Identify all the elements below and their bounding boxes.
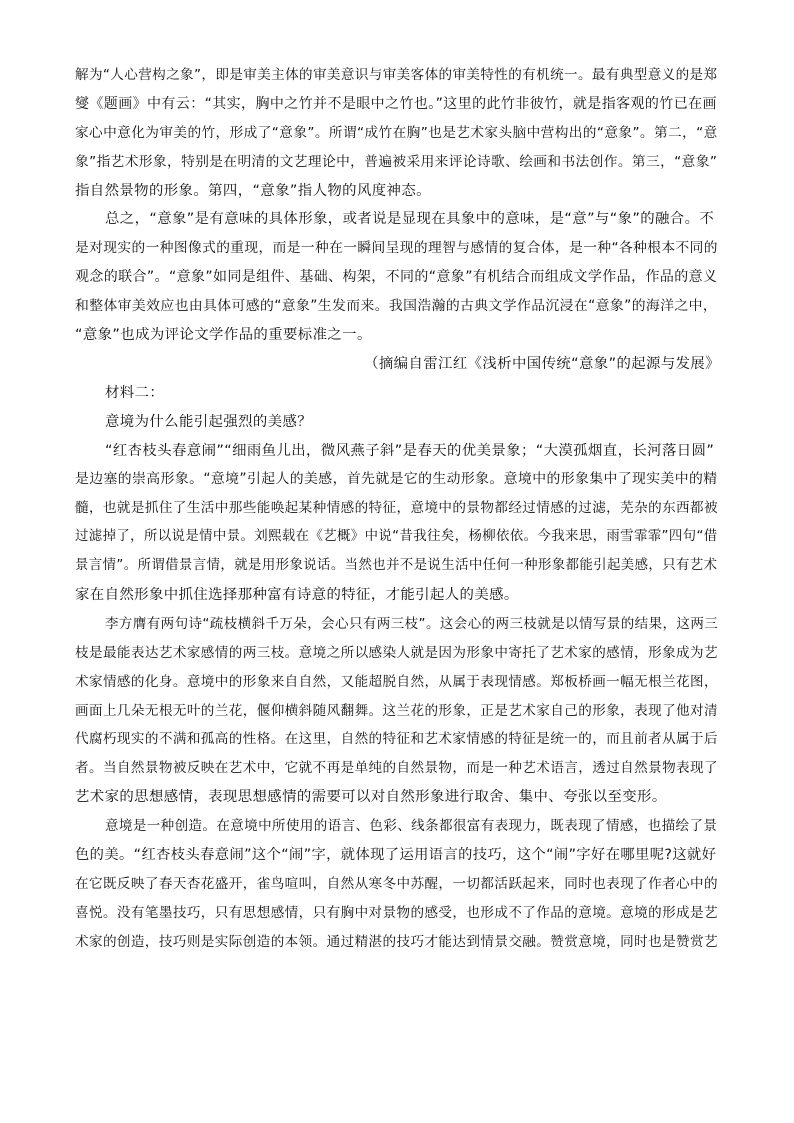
text-line: 代腐朽现实的不满和孤高的性格。在这里，自然的特征和艺术家情感的特征是统一的，而且前者从属于后 — [75, 731, 718, 748]
text-line: 指自然景物的形象。第四，“意象”指人物的风度神态。 — [75, 182, 431, 199]
text-line: 枝是最能表达艺术家感情的两三枝。意境之所以感染人就是因为形象中寄托了艺术家的感情，形象成为艺 — [75, 644, 718, 661]
text-line: 观念的联合”。“意象”如同是组件、基础、构架，不同的“意象”有机结合而组成文学作品，作品的意义 — [75, 269, 718, 286]
text-line: 色的美。“红杏枝头春意闹”这个“闹”字，就体现了运用语言的技巧，这个“闹”字好在哪里呢?这就好 — [75, 847, 717, 864]
text-line: 在它既反映了春天杏花盛开，雀鸟喧叫，自然从寒冬中苏醒，一切都活跃起来，同时也表现了作者心中的 — [75, 875, 718, 892]
text-line: 髓，也就是抓住了生活中那些能唤起某种情感的特征，意境中的景物都经过情感的过滤，芜杂的东西都被 — [75, 500, 718, 517]
text-line: 艺术家的思想感情，表现思想感情的需要可以对自然形象进行取舍、集中、夸张以至变形。 — [75, 789, 667, 806]
text-line: 者。当自然景物被反映在艺术中，它就不再是单纯的自然景物，而是一种艺术语言，透过自然景物表现了 — [75, 760, 718, 777]
text-line: 过滤掉了，所以说是情中景。刘熙载在《艺概》中说“昔我往矣，杨柳依依。今我来思，雨雪霏霏”四句“借 — [75, 529, 718, 545]
text-line: 李方膺有两句诗“疏枝横斜千万朵，会心只有两三枝”。这会心的两三枝就是以情写景的结果，这两三 — [105, 615, 719, 632]
text-line: 燮《题画》中有云：“其实，胸中之竹并不是眼中之竹也。”这里的此竹非彼竹，就是指客观的竹已在画 — [75, 95, 717, 112]
text-line: 画面上几朵无根无叶的兰花，偃仰横斜随风翻舞。这兰花的形象，正是艺术家自己的形象，表现了他对清 — [75, 702, 718, 719]
text-line: 喜悦。没有笔墨技巧，只有思想感情，只有胸中对景物的感受，也形成不了作品的意境。意境的形成是艺 — [75, 904, 718, 921]
text-line: “红杏枝头春意闹”“细雨鱼儿出，微风燕子斜”是春天的优美景象；“大漠孤烟直，长河落日圆” — [105, 442, 715, 459]
text-line: 解为“人心营构之象”，即是审美主体的审美意识与审美客体的审美特性的有机统一。最有典型意义的是郑 — [75, 67, 718, 83]
text-line: 意境是一种创造。在意境中所使用的语言、色彩、线条都很富有表现力，既表现了情感，也描绘了景 — [105, 818, 718, 835]
document-body — [75, 61, 720, 957]
text-line: 术家情感的化身。意境中的形象来自自然，又能超脱自然，从属于表现情感。郑板桥画一幅无根兰花图， — [75, 673, 718, 690]
text-line: 意境为什么能引起强烈的美感？ — [105, 413, 313, 430]
text-line: 家在自然形象中抓住选择那种富有诗意的特征，才能引起人的美感。 — [75, 587, 519, 604]
text-line: 景言情”。所谓借景言情，就是用形象说话。当然也并不是说生活中任何一种形象都能引起美感，只有艺术 — [75, 558, 718, 574]
text-line: 是对现实的一种图像式的重现，而是一种在一瞬间呈现的理智与感情的复合体，是一种“各种根本不同的 — [75, 240, 718, 257]
text-line: 象”指艺术形象，特别是在明清的文艺理论中，普遍被采用来评论诗歌、绘画和书法创作。第三，“意象” — [75, 153, 718, 170]
text-line: 家心中意化为审美的竹，形成了“意象”。所谓“成竹在胸”也是艺术家头脑中营构出的“意象”。第二，“意 — [75, 124, 718, 141]
text-line: 术家的创造，技巧则是实际创造的本领。通过精湛的技巧才能达到情景交融。赞赏意境，同时也是赞赏艺 — [75, 933, 718, 950]
text-line: 和整体审美效应也由具体可感的“意象”生发而来。我国浩瀚的古典文学作品沉浸在“意象”的海洋之中， — [75, 298, 718, 315]
source-citation: （摘编自雷江红《浅析中国传统“意象”的起源与发展》 — [364, 355, 720, 372]
text-line: 材料二： — [105, 384, 165, 401]
text-line: 是边塞的崇高形象。“意境”引起人的美感，首先就是它的生动形象。意境中的形象集中了现实美中的精 — [75, 471, 718, 488]
text-line: 总之，“意象”是有意味的具体形象，或者说是显现在具象中的意味，是“意”与“象”的融合。不 — [105, 211, 715, 228]
text-line: “意象”也成为评论文学作品的重要标准之一。 — [75, 327, 372, 344]
